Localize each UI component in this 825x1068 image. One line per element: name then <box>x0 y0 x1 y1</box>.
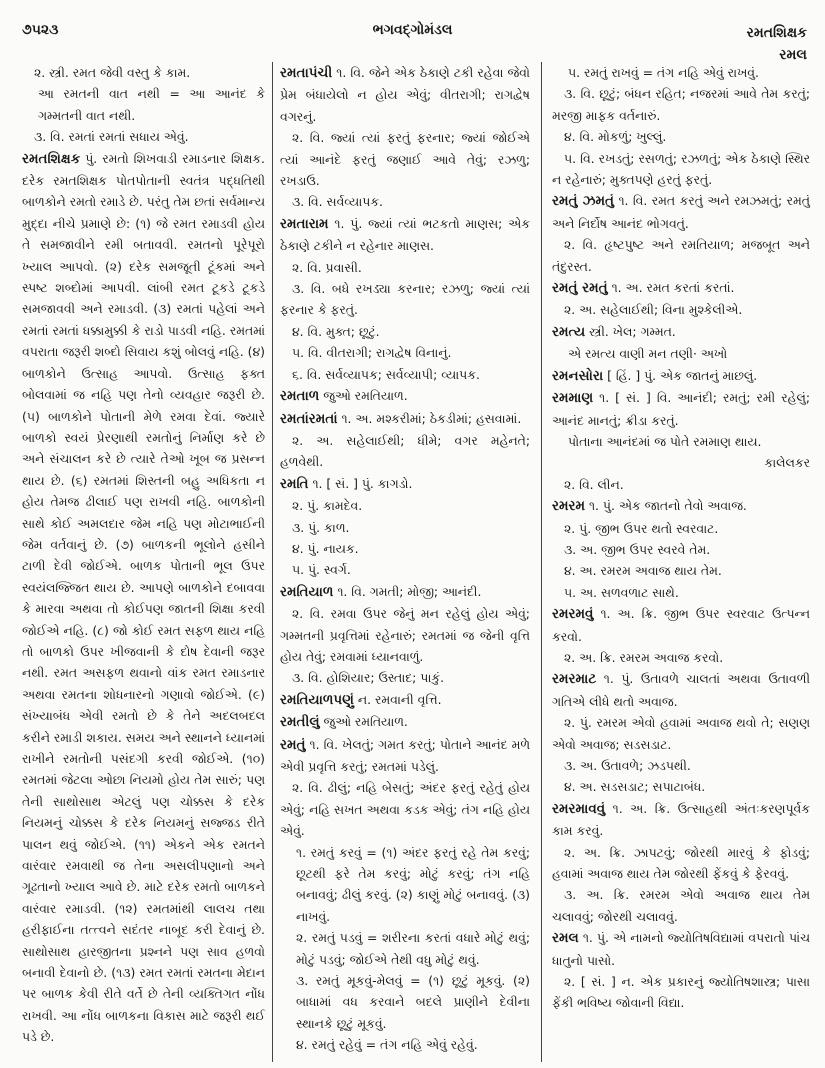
definition-text: ૧. વિ. જેને એક ઠેકાણે ટકી રહેવા જેવો પ્રેમ બંધાયેલો ન હોય એવું; વીતરાગી; રાગદ્વેષ વગરનું. <box>280 65 530 124</box>
column-divider <box>541 62 542 1062</box>
dictionary-entry <box>280 667 530 688</box>
dictionary-entry <box>280 213 530 257</box>
dictionary-entry <box>280 127 530 191</box>
headword: રમતિ <box>280 475 309 492</box>
definition-text: સ્ત્રી. ખેલ; ગમ્મત. <box>585 323 676 339</box>
dictionary-entry <box>280 1034 530 1055</box>
dictionary-entry <box>552 365 810 387</box>
headword: રમનસોરા <box>552 367 604 384</box>
definition-text: ૨. વિ. પ્રવાસી. <box>292 259 362 275</box>
headword: રમરમ <box>552 498 586 515</box>
dictionary-entry <box>552 321 810 343</box>
definition-text: ૩. વિ. રમતાં રમતાં સધાય એવું. <box>34 129 189 145</box>
definition-text: ૧. પું. ઉતાવળે ચાલતાં અથવા ઉતાવળી ગતિએ લીધે થતો અવાજ. <box>552 671 810 709</box>
dictionary-entry <box>22 62 265 83</box>
dictionary-entry <box>552 755 810 776</box>
dictionary-entry <box>280 927 530 970</box>
dictionary-entry <box>552 277 810 299</box>
dictionary-entry <box>552 776 810 797</box>
dictionary-entry <box>280 538 530 559</box>
definition-text: ૧. પું. એ નામનો જ્યોતિષવિદ્યામાં વપરાતો પાંચ ધાતુનો પાસો. <box>552 930 810 968</box>
definition-text: ૨. પું. જીભ ઉપર થતો સ્વરવાટ. <box>564 520 719 536</box>
headword: રમતશિક્ષક <box>22 150 81 167</box>
definition-text: ૬. વિ. સર્વવ્યાપક; સર્વવ્યાપી; વ્યાપક. <box>292 366 480 382</box>
headword: રમરમાટ <box>552 671 597 688</box>
dictionary-entry <box>280 842 530 928</box>
headword: રમરમાવવું <box>552 800 606 817</box>
definition-text: ૧. પું. એક જાતનો તેવો અવાજ. <box>585 498 747 514</box>
column-divider <box>272 62 273 1062</box>
definition-text: ૫. અ. સળવળાટ સાથે. <box>564 584 679 600</box>
dictionary-entry <box>552 234 810 277</box>
definition-text: ૧. અ. ક્રિ. જીભ ઉપર સ્વરવાટ ઉત્પન્ન કરવો. <box>552 606 810 644</box>
definition-text: ૩. વિ. સર્વવ્યાપક. <box>292 194 383 210</box>
dictionary-entry <box>552 452 810 473</box>
headword: રમતિયાળપણું <box>280 691 354 708</box>
headword: રમતીલું <box>280 714 320 731</box>
dictionary-entry <box>22 83 265 126</box>
dictionary-entry <box>22 148 265 1048</box>
dictionary-entry <box>552 582 810 603</box>
headword: રમરમવું <box>552 606 594 623</box>
definition-text: ૧. અ. રમત કરતાં કરતાં. <box>607 280 735 296</box>
guide-words <box>747 22 807 66</box>
definition-text: એ રમત્ય વાણી મન તણી· અખો <box>568 346 728 362</box>
headword: રમતું ઝમતું <box>552 193 615 210</box>
definition-text: ૨. [ સં. ] ન. એક પ્રકારનું જ્યોતિષશાસ્ત્ર; પાસા ફેંકી ભવિષ્ય જોવાની વિદ્યા. <box>552 974 810 1011</box>
dictionary-entry <box>552 712 810 755</box>
dictionary-entry <box>280 364 530 385</box>
headword: રમત્ય <box>552 323 586 340</box>
dictionary-entry <box>280 495 530 516</box>
dictionary-entry <box>280 321 530 342</box>
headword: રમમાણ <box>552 390 594 407</box>
definition-text: ૫. રમતું રાખવું = તંગ નહિ એવું રાખવું. <box>568 65 759 80</box>
definition-text: ૫. પું. સ્વર્ગ. <box>292 562 351 578</box>
dictionary-entry <box>552 603 810 647</box>
dictionary-entry <box>552 971 810 1014</box>
dictionary-entry <box>22 126 265 147</box>
dictionary-entry <box>280 603 530 667</box>
column-1 <box>22 62 265 1048</box>
definition-text: ૨. અ. ક્રિ. ઝાપટવું; જોરથી મારવું કે ફોડવું; હવામાં અવાજ થાય તેમ જોરથી ફેંકવું કે ફેરવવું. <box>552 844 810 882</box>
dictionary-entry <box>552 798 810 842</box>
dictionary-entry <box>280 430 530 473</box>
definition-text: જુઓ રમતિયાળ. <box>319 714 408 730</box>
dictionary-entry <box>552 884 810 927</box>
headword: રમતાળ <box>280 388 320 405</box>
definition-text: ૨. વિ. લીન. <box>564 476 624 492</box>
definition-text: ૧. વિ. ગમતી; મોજી; આનંદી. <box>333 583 482 599</box>
dictionary-entry <box>280 581 530 603</box>
dictionary-entry <box>552 842 810 885</box>
definition-text: ૪. પું. નાયક. <box>292 540 359 556</box>
dictionary-entry <box>280 777 530 841</box>
definition-text: ૧. રમતું કરવું = (૧) અંદર ફરતું રહે તેમ કરવું; છૂટથી ફરે તેમ કરવું; મોટું કરવું; તંગ નહિ બનાવવું; ઢીલું કરવું. (૨) કાણું મોટું બનાવવું. (૩) નાખવું. <box>296 844 530 924</box>
dictionary-entry <box>552 647 810 668</box>
dictionary-entry <box>552 927 810 971</box>
definition-text: ૪. વિ. મુક્ત; છૂટું. <box>292 323 380 339</box>
definition-text: ૪. અ. રમરમ અવાજ થાય તેમ. <box>564 563 722 579</box>
definition-text: જુઓ રમતિયાળ. <box>319 388 408 404</box>
definition-text: ૩. વિ. બધે રખડ્યા કરનાર; રઝળુ; જ્યાં ત્યાં ફરનાર કે ફરતું. <box>280 281 530 318</box>
definition-text: ૩. અ. ક્રિ. રમરમ એવો અવાજ થાય તેમ ચલાવવું; જોરથી ચલાવવું. <box>552 887 810 924</box>
guide-word-last: રમલ <box>779 47 807 63</box>
definition-text: પોતાના આનંદમાં જ પોતે રમમાણ થાય. <box>568 433 762 449</box>
definition-text: ૨. પું. કામદેવ. <box>292 498 363 514</box>
definition-text: ૩. અ. જીભ ઉપર સ્વરવે તેમ. <box>564 541 711 557</box>
definition-text: ૨. રમતું પડવું = શરીરના કરતાં વધારે મોટું થવું; મોટું પડવું; જોઈએ તેથી વધુ મોટું થવું. <box>296 930 530 967</box>
headword: રમતારામ <box>280 215 329 232</box>
definition-text: ૨. અ. સહેલાઈથી; ધીમે; વગર મહેનતે; હળવેથી. <box>280 432 530 470</box>
dictionary-entry <box>280 257 530 278</box>
dictionary-entry <box>280 62 530 127</box>
dictionary-entry <box>552 387 810 431</box>
definition-text: ૧. અ. ક્રિ. ઉત્સાહથી અંતઃકરણપૂર્વક કામ કરવું. <box>552 800 810 839</box>
page-number: ૭૫૨૩ <box>22 22 59 38</box>
dictionary-entry <box>552 474 810 495</box>
definition-text: ૪. અ. સડસડાટ; સપાટાબંધ. <box>564 779 706 795</box>
dictionary-entry <box>280 689 530 711</box>
headword: રમતાંરમતાં <box>280 410 338 427</box>
dictionary-entry <box>552 190 810 234</box>
definition-text: ૧. [ સં. ] વિ. આનંદી; રમતું; રમી રહેલું; આનંદ માનતું; ક્રીડા કરતું. <box>552 390 810 428</box>
dictionary-entry <box>552 560 810 581</box>
dictionary-entry <box>280 734 530 778</box>
headword: રમતિયાળ <box>280 583 334 600</box>
dictionary-entry <box>280 278 530 321</box>
headword: રમલ <box>552 930 579 947</box>
definition-text: ૧. [ સં. ] પું. કાગડો. <box>308 475 413 491</box>
definition-text: ૨. વિ. રમવા ઉપર જેનું મન રહેલું હોય એવું; ગમ્મતની પ્રવૃત્તિમાં રહેનારું; રમતમાં જ જેની વૃત્તિ હોય તેવું; રમવામાં ધ્યાનવાળું. <box>280 606 530 664</box>
definition-text: ૨. પું. રમરમ એવો હવામાં અવાજ થવો તે; સણણ એવો અવાજ; સડસડાટ. <box>552 715 810 752</box>
dictionary-entry <box>280 342 530 363</box>
column-3 <box>552 62 810 1014</box>
definition-text: ૨. અ. સહેલાઈથી; વિના મુશ્કેલીએ. <box>564 302 743 318</box>
dictionary-entry <box>552 299 810 320</box>
definition-text: ૪. વિ. મોકળું; ખુલ્લું. <box>564 129 667 145</box>
guide-word-first: રમતશિક્ષક <box>746 25 807 41</box>
definition-text: ન. રમવાની વૃત્તિ. <box>353 691 442 707</box>
dictionary-entry <box>552 83 810 126</box>
definition-text: ૪. રમતું રહેવું = તંગ નહિ એવું રહેવું. <box>296 1037 478 1053</box>
dictionary-entry <box>552 539 810 560</box>
definition-text: ૨. વિ. હૃષ્ટપુષ્ટ અને રમતિયાળ; મજબૂત અને તંદુરસ્ત. <box>552 237 810 274</box>
definition-text: ૧. પું. જ્યાં ત્યાં ભટકતો માણસ; એક ઠેકાણે ટકીને ન રહેનાર માણસ. <box>280 215 530 254</box>
dictionary-entry <box>552 518 810 539</box>
dictionary-entry <box>280 970 530 1034</box>
definition-text: ૨. વિ. ઢીલું; નહિ બેસતું; અંદર ફરતું રહેતું હોય એવું; નહિ સખત અથવા કડક એવું; તંગ નહિ હોય એવું. <box>280 780 530 839</box>
definition-text: કાલેલકર <box>764 455 810 471</box>
page-title: ભગવદ્ગોમંડલ <box>372 22 453 38</box>
definition-text: પું. રમતો શિખવાડી રમાડનાર શિક્ષક. દરેક રમતશિક્ષક પોતપોતાની સ્વતંત્ર પદ્ધતિથી બાળકોને રમતો રમાડે છે. પરંતુ તેમ છતાં સર્વમાન્ય મુદ્દા નીચે પ્રમાણે છે: (૧) જે રમત રમાડવી હોય તે સમજાવીને રમી બતાવવી. રમતનો પૂરેપૂરો ખ્યાલ આપવો. (૨) દરેક સમજૂતી ટૂંકમાં અને સ્પષ્ટ શબ્દોમાં આપવી. લાંબી રમત ટૂકડે ટૂકડે સમજાવવી અને રમાડવી. (૩) રમતાં પહેલાં અને રમતાં રમતાં ધક્કામુક્કી કે રાડો પાડવી નહિ. રમતમાં વપરાતા જરૂરી શબ્દો સિવાય કશું બોલવું નહિ. (૪) બાળકોને ઉત્સાહ આપવો. ઉત્સાહ ફક્ત બોલવામાં જ નહિ પણ તેનો વ્યવહાર જરૂરી છે. (૫) બાળકોને પોતાની મેળે રમવા દેવાં. જ્યારે બાળકો સ્વયં પ્રેરણાથી રમતોનું નિર્માણ કરે છે અને સંચાલન કરે છે ત્યારે તેઓ ખૂબ જ પ્રસન્ન થાય છે. (૬) રમતમાં શિસ્તની બહુ અધિકતા ન હોય તેમજ ઢીલાઈ પણ રાખવી નહિ. બાળકોની સાથે કોઈ અમલદાર જેમ નહિ પણ મોટાભાઈની જેમ વર્તવાનું છે. (૭) બાળકની ભૂલોને હસીને ટાળી દેવી જોઈએ. બાળક પોતાની ભૂલ ઉપર સ્વયંલજ્જિત થાય છે. આપણે બાળકોને દબાવવા કે મારવા અથવા તો કોઈપણ જાતની શિક્ષા કરવી જોઈએ નહિ. (૮) જો કોઈ રમત સફળ થાય નહિ તો બાળકો ઉપર ખીજવાની કે દોષ દેવાની જરૂર નથી. રમત અસફળ થવાનો વાંક રમત રમાડનાર અથવા રમતના શોધનારનો ગણાવો જોઈએ. (૯) સંખ્યાબંધ એવી રમતો છે કે તેને અદલબદલ કરીને રમાડી શકાય. સમય અને સ્થાનને ધ્યાનમાં રાખીને રમતોની પસંદગી કરવી જોઈએ. (૧૦) રમતમાં જેટલા ઓછા નિયમો હોય તેમ સારું; પણ તેની સાથોસાથ એટલું પણ ચોક્કસ કે દરેક નિયમનું ચોક્કસ કે દરેક નિયમનું સજ્જડ રીતે પાલન થવું જોઈએ. (૧૧) એકને એક રમતને વારંવાર રમવાથી જ તેના અસલીપણાનો અને ગૂઢતાનો ખ્યાલ આવે છે. માટે દરેક રમતો બાળકને વારંવાર રમાડવી. (૧૨) રમતમાંથી લાલચ તથા હરીફાઈના તત્ત્વને સદંતર નાબૂદ કરી દેવાનું છે. સાથોસાથ હારજીતના પ્રશ્નને પણ સાવ હળવો બનાવી દેવાનો છે. (૧૩) રમત રમતાં રમતના મેદાન પર બાળક કેવી રીતે વર્તે છે તેની વ્યક્તિગત નોંધ રાખવી. આ નોંધ બાળકના વિકાસ માટે જરૂરી થઈ પડે છે. <box>22 150 265 1045</box>
dictionary-entry <box>552 343 810 364</box>
definition-text: ૫. વિ. રખડતું; રસળતું; રઝળતું; એક ઠેકાણે સ્થિર ન રહેનારું; મુક્તપણે હરતું ફરતું. <box>552 150 810 188</box>
definition-text: ૩. વિ. હોશિયાર; ઉસ્તાદ; પાકું. <box>292 670 445 686</box>
dictionary-entry <box>280 191 530 212</box>
definition-text: [ હિં. ] પું. એક જાતનું માછલું. <box>603 367 758 383</box>
dictionary-entry <box>280 559 530 580</box>
definition-text: ૩. પું. કાળ. <box>292 519 350 535</box>
dictionary-entry <box>552 431 810 452</box>
headword: રમતું <box>280 736 306 753</box>
definition-text: ૩. રમતું મૂકવું-મેલવું = (૧) છૂટું મૂકવું. (૨) બાધામાં વધ કરવાને બદલે પ્રાણીને દેવીના સ્થાનકે છૂટું મૂકવું. <box>296 973 530 1031</box>
dictionary-entry <box>280 385 530 407</box>
dictionary-entry <box>280 711 530 733</box>
definition-text: ૨. સ્ત્રી. રમત જેવી વસ્તુ કે કામ. <box>34 65 191 80</box>
dictionary-entry <box>280 517 530 538</box>
headword: રમતાપંચી <box>280 65 333 81</box>
headword: રમતું રમતું <box>552 280 608 297</box>
definition-text: ૩. વિ. છૂટું; બંધન રહિત; નજરમાં આવે તેમ કરતું; મરજી માફક વર્તનારું. <box>552 86 810 123</box>
dictionary-entry <box>552 668 810 712</box>
definition-text: ૨. અ. ક્રિ. રમરમ અવાજ કરવો. <box>564 649 724 665</box>
dictionary-entry <box>280 408 530 430</box>
dictionary-entry <box>552 62 810 83</box>
definition-text: ૧. અ. મશ્કરીમાં; ઠેકડીમાં; હસવામાં. <box>337 410 522 426</box>
definition-text: ૩. અ. ઉતાવળે; ઝડપથી. <box>564 758 691 773</box>
column-2 <box>280 62 530 1056</box>
definition-text: આ રમતની વાત નથી = આ આનંદ કે ગમ્મતની વાત નથી. <box>38 86 265 123</box>
dictionary-entry <box>552 495 810 517</box>
dictionary-entry <box>552 148 810 191</box>
definition-text: ૨. વિ. જ્યાં ત્યાં ફરતું ફરનાર; જ્યાં જોઈએ ત્યાં આનંદે ફરતું જણાઈ આવે તેવું; રઝળુ; રખડાઉ. <box>280 130 530 189</box>
dictionary-entry <box>280 473 530 495</box>
definition-text: ૫. વિ. વીતરાગી; રાગદ્વેષ વિનાનું. <box>292 345 452 361</box>
definition-text: ૧. વિ. રમત કરતું અને રમઝમતું; રમતું અને નિર્દોષ આનંદ ભોગવતું. <box>552 193 810 231</box>
definition-text: ૧. વિ. ખેલતું; ગમત કરતું; પોતાને આનંદ મળે એવી પ્રવૃત્તિ કરતું; રમતમાં પડેલું. <box>280 736 530 774</box>
dictionary-entry <box>552 126 810 147</box>
